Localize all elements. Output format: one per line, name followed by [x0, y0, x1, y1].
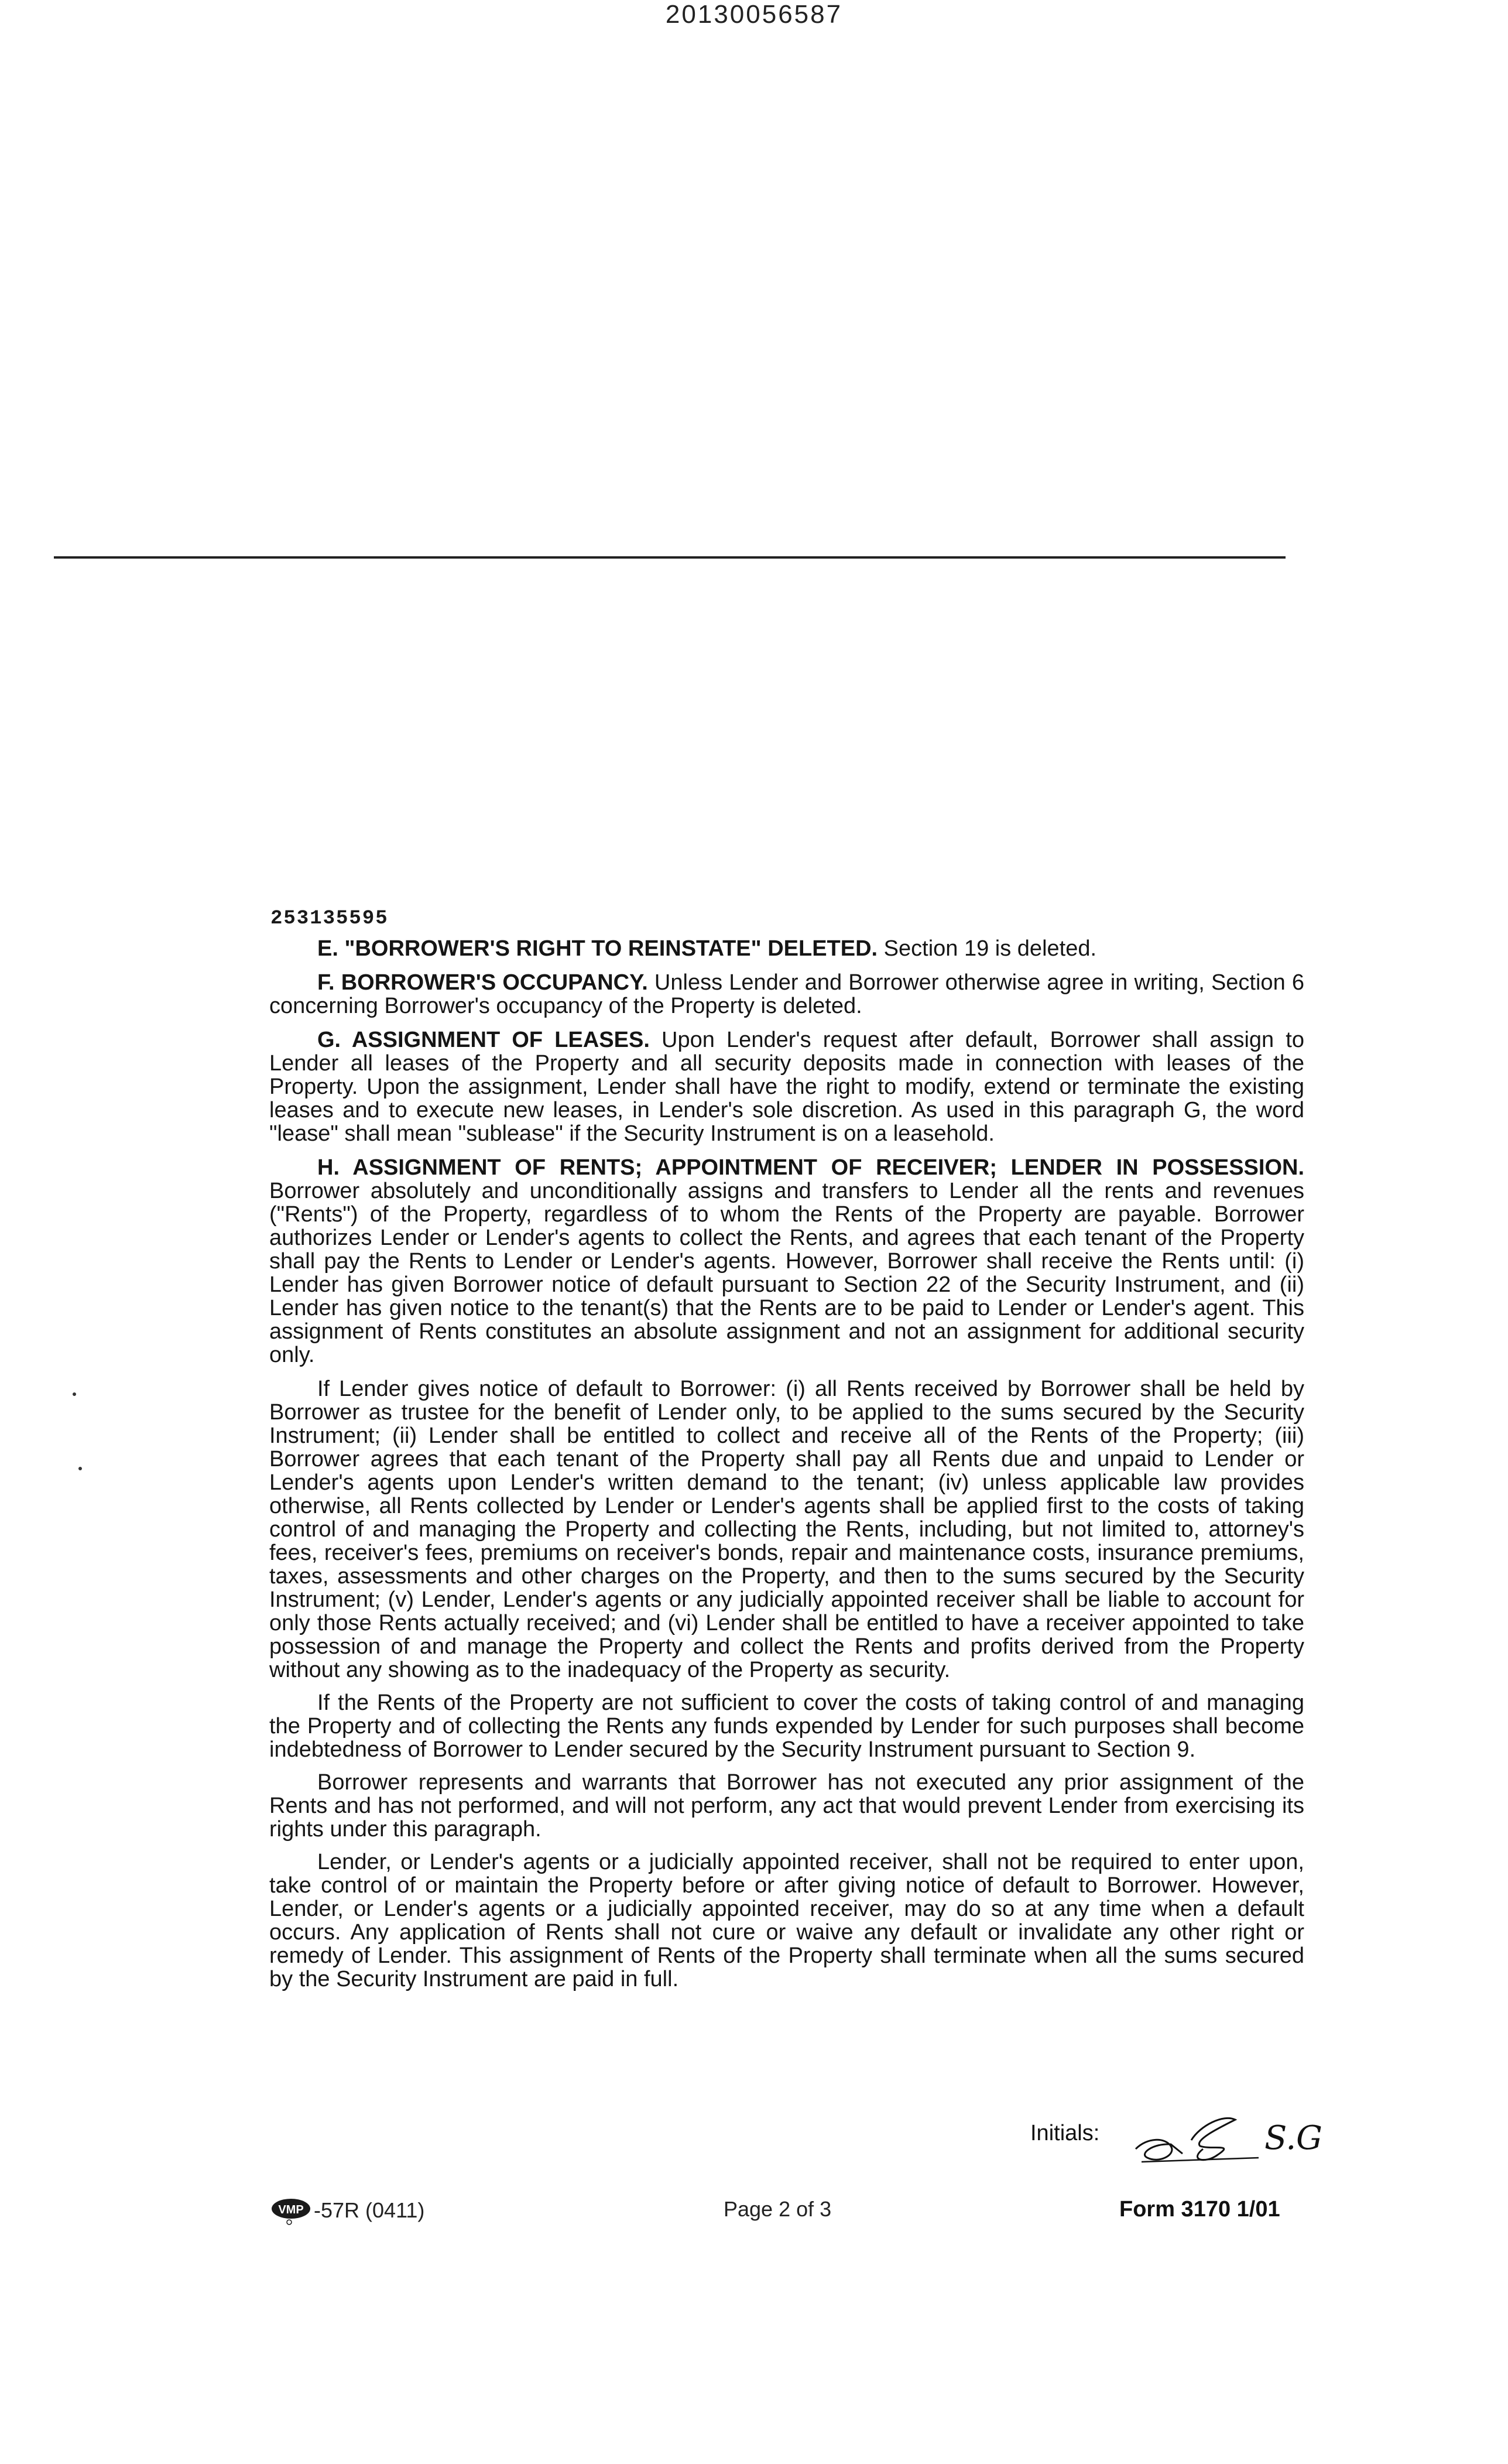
form-code-block [270, 2196, 424, 2225]
stray-mark [78, 1467, 82, 1470]
section-e [269, 937, 1304, 960]
section-text: Section 19 is deleted. [878, 936, 1097, 961]
horizontal-rule [54, 556, 1286, 559]
section-text: Upon Lender's request after default, Borrower shall assign to Lender all leases of the Property and all security deposits made in connection with leases of the Property. Upon the assignment, Lender shall have the right to modify, extend or terminate the existing leases and to execute new leases, in Lender's sole discretion. As used in this paragraph G, the word "lease" shall mean "sublease" if the Security Instrument is on a leasehold. [269, 1028, 1304, 1146]
section-heading: H. ASSIGNMENT OF RENTS; APPOINTMENT OF RECEIVER; LENDER IN POSSESSION. [317, 1155, 1304, 1180]
initials-label: Initials: [1030, 2121, 1100, 2145]
section-heading: E. "BORROWER'S RIGHT TO REINSTATE" DELETED. [317, 936, 878, 961]
vmp-logo-icon [270, 2196, 311, 2225]
form-code: -57R (0411) [314, 2198, 425, 2222]
paragraph: If the Rents of the Property are not sufficient to cover the costs of taking control of and managing the Property and of collecting the Rents any funds expended by Lender for such purposes shall become indebtedness of Borrower to Lender secured by the Security Instrument pursuant to Section 9. [269, 1690, 1304, 1762]
section-text: Borrower absolutely and unconditionally assigns and transfers to Lender all the rents and revenues ("Rents") of the Property, regardless of to whom the Rents of the Property are payable. Borrower authorizes Lender or Lender's agents to collect the Rents, and agrees that each tenant of the Property shall pay the Rents to Lender or Lender's agents. However, Borrower shall receive the Rents until: (i) Lender has given Borrower notice of default pursuant to Section 22 of the Security Instrument, and (ii) Lender has given notice to the tenant(s) that the Rents are to be paid to Lender or Lender's agent. This assignment of Rents constitutes an absolute assignment and not an assignment for additional security only. [269, 1179, 1304, 1367]
section-f [269, 971, 1304, 1018]
paragraph: Borrower represents and warrants that Borrower has not executed any prior assignment of the Rents and has not performed, and will not perform, any act that would prevent Lender from exercising its rights under this paragraph. [269, 1770, 1304, 1842]
section-heading: G. ASSIGNMENT OF LEASES. [317, 1028, 650, 1052]
vmp-logo-text: VMP [278, 2203, 304, 2216]
stray-mark [73, 1392, 76, 1396]
form-number: Form 3170 1/01 [1119, 2197, 1280, 2222]
section-g [269, 1028, 1304, 1145]
initials-block [1030, 2108, 1335, 2190]
document-number: 20130056587 [665, 0, 843, 29]
page-label: Page 2 of 3 [724, 2197, 832, 2221]
section-text: Unless Lender and Borrower otherwise agree in writing, Section 6 concerning Borrower's occupancy of the Property is deleted. [269, 970, 1304, 1018]
document-body [269, 937, 1304, 2000]
paragraph: If Lender gives notice of default to Borrower: (i) all Rents received by Borrower shall be held by Borrower as trustee for the benefit of Lender only, to be applied to the sums secured by the Security Instrument; (ii) Lender shall be entitled to collect and receive all of the Rents of the Property; (iii) Borrower agrees that each tenant of the Property shall pay all Rents due and unpaid to Lender or Lender's agents upon Lender's written demand to the tenant; (iv) unless applicable law provides otherwise, all Rents collected by Lender or Lender's agents shall be applied first to the costs of taking control of and managing the Property and collecting the Rents, including, but not limited to, attorney's fees, receiver's fees, premiums on receiver's bonds, repair and maintenance costs, insurance premiums, taxes, assessments and other charges on the Property, and then to the sums secured by the Security Instrument; (v) Lender, Lender's agents or any judicially appointed receiver shall be liable to account for only those Rents actually received; and (vi) Lender shall be entitled to have a receiver appointed to take possession of and manage the Property and collect the Rents and profits derived from the Property without any showing as to the inadequacy of the Property as security. [269, 1377, 1304, 1682]
initials-handwritten: S.G [1264, 2119, 1322, 2157]
section-heading: F. BORROWER'S OCCUPANCY. [317, 970, 648, 995]
paragraph: Lender, or Lender's agents or a judicially appointed receiver, shall not be required to enter upon, take control of or maintain the Property before or after giving notice of default to Borrower. However, Lender, or Lender's agents or a judicially appointed receiver, may do so at any time when a default occurs. Any application of Rents shall not cure or waive any default or invalidate any other right or remedy of Lender. This assignment of Rents of the Property shall terminate when all the sums secured by the Security Instrument are paid in full. [269, 1850, 1304, 1991]
loan-number: 253135595 [270, 908, 389, 930]
section-h [269, 1156, 1304, 1367]
initials-signature [1124, 2108, 1335, 2172]
